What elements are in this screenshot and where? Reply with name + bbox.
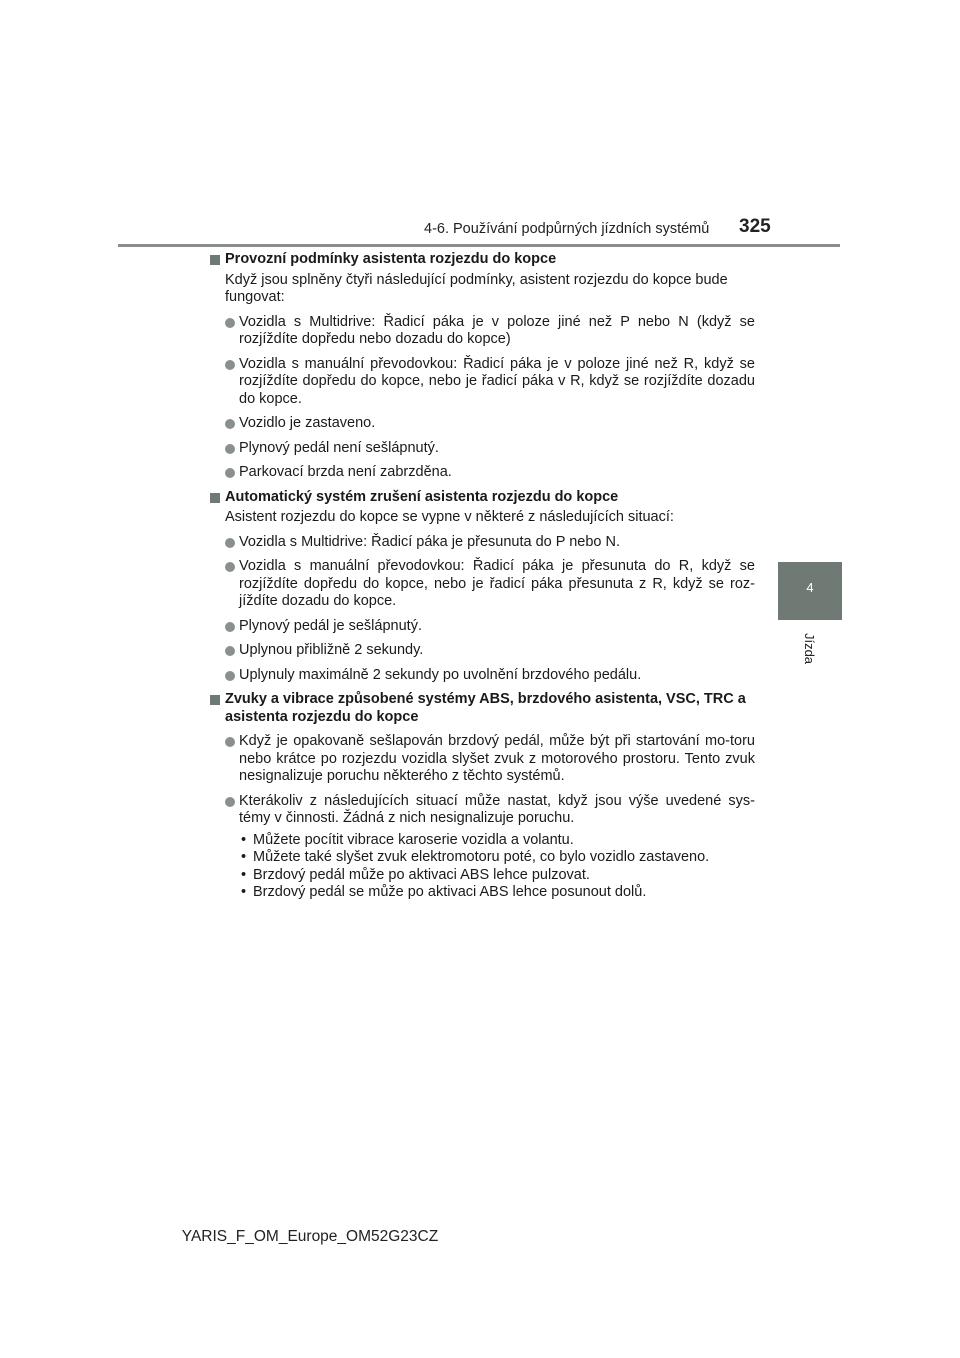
sub-list-item-text: Brzdový pedál se může po aktivaci ABS lehce posunout dolů. <box>253 884 647 900</box>
list-item <box>209 440 755 458</box>
chapter-label <box>780 628 840 668</box>
list-item-text: Vozidla s Multidrive: Řadicí páka je v poloze jiné než P nebo N (když se rozjíždíte dopředu nebo dozadu do kopce) <box>239 313 755 347</box>
footer-document-code: YARIS_F_OM_Europe_OM52G23CZ <box>181 1228 439 1245</box>
list-item <box>209 733 755 786</box>
square-bullet-icon <box>210 255 220 265</box>
round-bullet-icon <box>225 562 235 572</box>
list-item-text: Kterákoliv z následujících situací může nastat, když jsou výše uvedené sys-témy v činnosti. Žádná z nich nesignalizuje poruchu. <box>239 792 755 826</box>
list-item <box>209 618 755 636</box>
list-item-text: Parkovací brzda není zabrzděna. <box>239 464 452 480</box>
dot-bullet-icon: • <box>241 831 247 848</box>
sub-list-item-text: Brzdový pedál může po aktivaci ABS lehce pulzovat. <box>253 866 590 883</box>
section-title <box>209 489 755 507</box>
chapter-number: 4 <box>806 580 814 595</box>
list-item <box>209 793 755 828</box>
section-operating-conditions <box>209 251 755 482</box>
list-item <box>209 667 755 685</box>
list-item <box>209 356 755 409</box>
sub-list <box>209 832 755 902</box>
sub-list-item <box>239 884 755 902</box>
header-section-title: 4-6. Používání podpůrných jízdních systémů <box>424 221 710 237</box>
round-bullet-icon <box>225 318 235 328</box>
round-bullet-icon <box>225 671 235 681</box>
round-bullet-icon <box>225 468 235 478</box>
list-item <box>209 534 755 552</box>
chapter-label-text: Jízda <box>802 632 818 664</box>
section-intro: Když jsou splněny čtyři následující podmínky, asistent rozjezdu do kopce bude fungovat: <box>225 271 728 305</box>
round-bullet-icon <box>225 737 235 747</box>
section-sounds-vibrations <box>209 691 755 902</box>
sub-list-item <box>239 849 755 867</box>
list-item-text: Vozidlo je zastaveno. <box>239 415 376 431</box>
sub-list-item <box>239 867 755 885</box>
list-item <box>209 464 755 482</box>
page-number: 325 <box>739 216 771 237</box>
square-bullet-icon <box>210 493 220 503</box>
section-title-text: Automatický systém zrušení asistenta rozjezdu do kopce <box>225 488 619 505</box>
section-title-text: Zvuky a vibrace způsobené systémy ABS, brzdového asistenta, VSC, TRC a asistenta rozjezdu do kopce <box>225 691 746 725</box>
sub-list-item <box>239 832 755 850</box>
round-bullet-icon <box>225 419 235 429</box>
list-item-text: Uplynuly maximálně 2 sekundy po uvolnění brzdového pedálu. <box>239 666 642 683</box>
sub-list-item-text: Můžete pocítit vibrace karoserie vozidla a volantu. <box>253 831 574 848</box>
list-item-text: Vozidla s Multidrive: Řadicí páka je přesunuta do P nebo N. <box>239 533 620 550</box>
dot-bullet-icon: • <box>241 849 247 865</box>
main-content <box>209 251 755 902</box>
list-item-text: Uplynou přibližně 2 sekundy. <box>239 642 424 658</box>
section-title <box>209 691 755 726</box>
dot-bullet-icon: • <box>241 884 247 900</box>
round-bullet-icon <box>225 360 235 370</box>
header-divider <box>118 244 840 247</box>
round-bullet-icon <box>225 622 235 632</box>
list-item <box>209 558 755 611</box>
dot-bullet-icon: • <box>241 866 247 883</box>
section-automatic-cancellation <box>209 489 755 685</box>
round-bullet-icon <box>225 538 235 548</box>
section-intro: Asistent rozjezdu do kopce se vypne v některé z následujících situací: <box>225 509 674 525</box>
list-item-text: Plynový pedál není sešlápnutý. <box>239 439 439 456</box>
chapter-tab <box>778 562 842 620</box>
list-item <box>209 314 755 349</box>
square-bullet-icon <box>210 695 220 705</box>
round-bullet-icon <box>225 444 235 454</box>
list-item-text: Vozidla s manuální převodovkou: Řadicí páka je v poloze jiné než R, když se rozjíždíte dopředu do kopce, nebo je řadicí páka v R, když se rozjíždíte dozadu do kopce. <box>239 355 755 407</box>
sub-list-item-text: Můžete také slyšet zvuk elektromotoru poté, co bylo vozidlo zastaveno. <box>253 849 710 865</box>
section-title-text: Provozní podmínky asistenta rozjezdu do kopce <box>225 251 557 267</box>
round-bullet-icon <box>225 646 235 656</box>
list-item-text: Plynový pedál je sešlápnutý. <box>239 617 422 634</box>
round-bullet-icon <box>225 797 235 807</box>
section-title <box>209 251 755 269</box>
list-item <box>209 415 755 433</box>
list-item-text: Když je opakovaně sešlapován brzdový pedál, může být při startování mo-toru nebo krátce po rozjezdu vozidla slyšet zvuk z motorového prostoru. Tento zvuk nesignalizuje poruchu některého z těchto systémů. <box>239 733 755 784</box>
list-item-text: Vozidla s manuální převodovkou: Řadicí páka je přesunuta do R, když se rozjíždíte dopředu do kopce, nebo je řadicí páka přesunuta z R, když se roz-jíždíte dozadu do kopce. <box>239 558 755 609</box>
list-item <box>209 642 755 660</box>
